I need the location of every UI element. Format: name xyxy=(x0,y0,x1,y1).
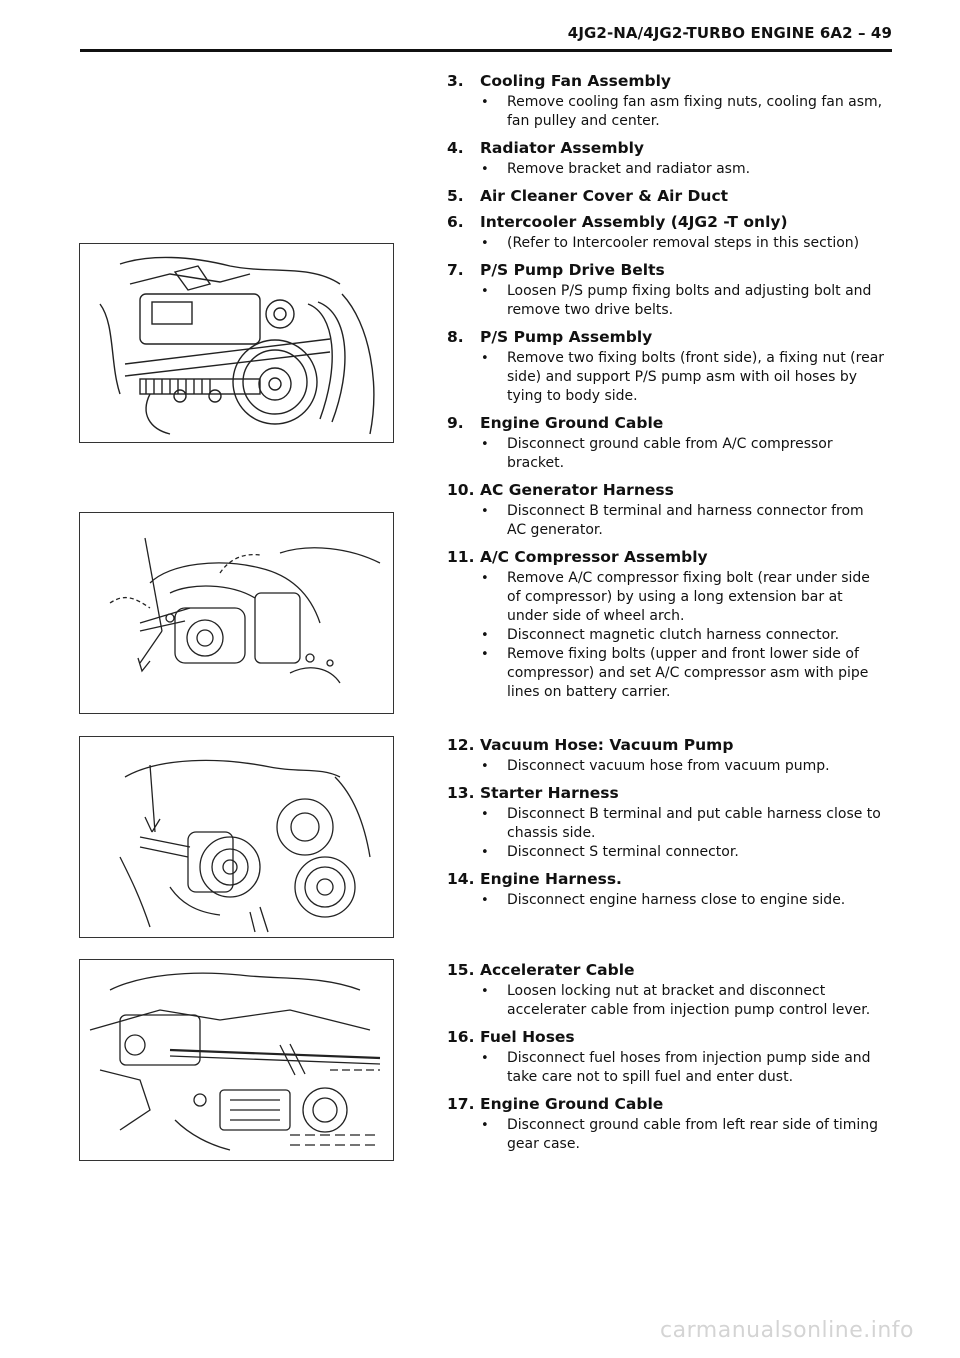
step-title: Radiator Assembly xyxy=(480,139,644,157)
step-4 xyxy=(447,138,887,179)
step-11 xyxy=(447,547,887,702)
step-3 xyxy=(447,71,887,131)
step-bullet: • (Refer to Intercooler removal steps in this section) xyxy=(481,234,887,253)
step-number: 8. xyxy=(447,328,464,346)
step-bullet: • Remove two fixing bolts (front side), a fixing nut (rear side) and support P/S pump asm with oil hoses by tying to body side. xyxy=(481,349,887,406)
step-title: Vacuum Hose: Vacuum Pump xyxy=(480,736,734,754)
step-number: 14. xyxy=(447,870,475,888)
step-number: 9. xyxy=(447,414,464,432)
step-14 xyxy=(447,869,887,910)
step-bullet: • Remove fixing bolts (upper and front lower side of compressor) and set A/C compressor asm with pipe lines on battery carrier. xyxy=(481,645,887,702)
step-title: Starter Harness xyxy=(480,784,619,802)
step-title: Engine Ground Cable xyxy=(480,414,664,432)
step-number: 3. xyxy=(447,72,464,90)
steps-column-3 xyxy=(447,960,887,1161)
step-7 xyxy=(447,260,887,320)
step-title: A/C Compressor Assembly xyxy=(480,548,708,566)
step-12 xyxy=(447,735,887,776)
watermark: carmanualsonline.info xyxy=(660,1318,914,1343)
step-number: 16. xyxy=(447,1028,475,1046)
step-9 xyxy=(447,413,887,473)
step-bullet: • Disconnect vacuum hose from vacuum pump. xyxy=(481,757,887,776)
step-title: Engine Harness. xyxy=(480,870,622,888)
steps-column xyxy=(447,71,887,709)
step-title: P/S Pump Drive Belts xyxy=(480,261,665,279)
step-bullet: • Loosen locking nut at bracket and disconnect accelerater cable from injection pump control lever. xyxy=(481,982,887,1020)
step-bullet: • Remove cooling fan asm fixing nuts, cooling fan asm, fan pulley and center. xyxy=(481,93,887,131)
header-rule xyxy=(80,49,892,52)
step-title: Engine Ground Cable xyxy=(480,1095,664,1113)
step-number: 7. xyxy=(447,261,464,279)
step-number: 10. xyxy=(447,481,475,499)
step-number: 6. xyxy=(447,213,464,231)
step-number: 13. xyxy=(447,784,475,802)
step-bullet: • Remove A/C compressor fixing bolt (rear under side of compressor) by using a long extension bar at under side of wheel arch. xyxy=(481,569,887,626)
step-number: 17. xyxy=(447,1095,475,1113)
step-17 xyxy=(447,1094,887,1154)
step-title: Air Cleaner Cover & Air Duct xyxy=(480,187,729,205)
step-title: P/S Pump Assembly xyxy=(480,328,653,346)
step-bullet: • Disconnect B terminal and put cable harness close to chassis side. xyxy=(481,805,887,843)
step-bullet: • Remove bracket and radiator asm. xyxy=(481,160,887,179)
step-13 xyxy=(447,783,887,862)
step-10 xyxy=(447,480,887,540)
step-number: 12. xyxy=(447,736,475,754)
step-title: AC Generator Harness xyxy=(480,481,674,499)
step-number: 4. xyxy=(447,139,464,157)
step-bullet: • Loosen P/S pump fixing bolts and adjusting bolt and remove two drive belts. xyxy=(481,282,887,320)
ps-pump-belt-figure-icon xyxy=(79,243,394,443)
step-bullet: • Disconnect B terminal and harness connector from AC generator. xyxy=(481,502,887,540)
step-number: 11. xyxy=(447,548,475,566)
step-8 xyxy=(447,327,887,406)
step-6 xyxy=(447,212,887,253)
step-title: Intercooler Assembly (4JG2 -T only) xyxy=(480,213,788,231)
accelerator-cable-figure-icon xyxy=(79,959,394,1161)
step-bullet: • Disconnect fuel hoses from injection pump side and take care not to spill fuel and enter dust. xyxy=(481,1049,887,1087)
step-title: Fuel Hoses xyxy=(480,1028,575,1046)
step-bullet: • Disconnect S terminal connector. xyxy=(481,843,887,862)
step-number: 15. xyxy=(447,961,475,979)
step-bullet: • Disconnect engine harness close to engine side. xyxy=(481,891,887,910)
step-16 xyxy=(447,1027,887,1087)
step-15 xyxy=(447,960,887,1020)
step-bullet: • Disconnect magnetic clutch harness connector. xyxy=(481,626,887,645)
ac-compressor-figure-icon xyxy=(79,512,394,714)
step-bullet: • Disconnect ground cable from left rear side of timing gear case. xyxy=(481,1116,887,1154)
page-header: 4JG2-NA/4JG2-TURBO ENGINE 6A2 – 49 xyxy=(567,24,892,42)
steps-column-2 xyxy=(447,735,887,917)
step-title: Accelerater Cable xyxy=(480,961,635,979)
step-bullet: • Disconnect ground cable from A/C compressor bracket. xyxy=(481,435,887,473)
step-5 xyxy=(447,186,887,206)
step-title: Cooling Fan Assembly xyxy=(480,72,672,90)
starter-generator-figure-icon xyxy=(79,736,394,938)
step-number: 5. xyxy=(447,187,464,205)
